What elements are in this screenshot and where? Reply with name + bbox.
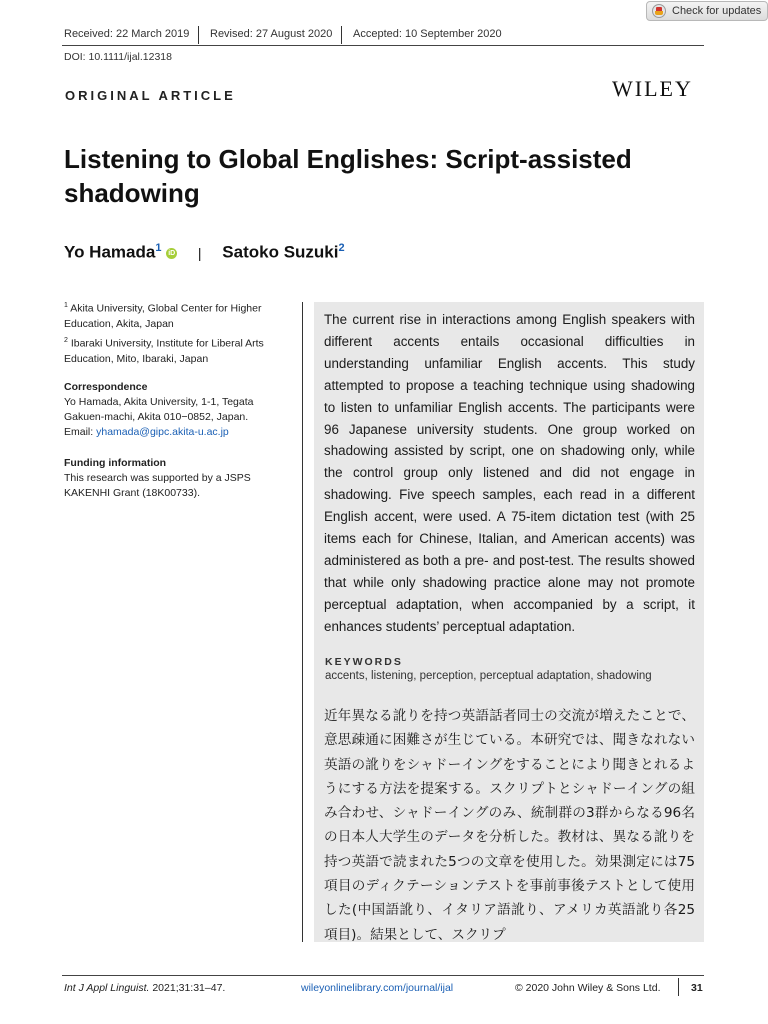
correspondence-block xyxy=(64,380,284,440)
correspondence-address: Yo Hamada, Akita University, 1-1, Tegata Gakuen-machi, Akita 010−0852, Japan. xyxy=(64,396,254,423)
footer-copyright: © 2020 John Wiley & Sons Ltd. xyxy=(515,982,661,994)
japanese-abstract: 近年異なる訛りを持つ英語話者同士の交流が増えたことで、意思疎通に困難さが生じている。本研究では、聞きなれない英語の訛りをシャドーイングをすることにより聞きとれるようにする方法を提案する。スクリプトとシャドーイングの組み合わせ、シャドーイングのみ、統制群の3群からなる96名の日本人大学生のデータを分析した。教材は、異なる訛りを持つ英語で読まれた5つの文章を使用した。効果測定には75項目のディクテーションテストを事前事後テストとして使用した(中国語訛り、イタリア語訛り、アメリカ英語訛り各25項目)。結果として、スクリプ xyxy=(324,708,695,943)
affiliation-2 xyxy=(64,333,284,367)
affiliation-1 xyxy=(64,298,284,332)
abstract-text: The current rise in interactions among English speakers with different accents entails occasional difficulties in understanding unfamiliar English accents. This study attempted to propose a teaching technique using shadowing to listen to unfamiliar English accents. The participants were 96 Japanese university students. One group worked on shadowing assisted by script, one on shadowing only, while the control group only listened and did not engage in shadowing. Five speech samples, each read in a different English accent, were used. A 75-item dictation test (with 25 items each for Chinese, Italian, and American accents) was administered as both a pre- and post-test. The results showed that while only shadowing practice alone may not promote perceptual adaptation, when accompanied by a script, it enhances students’ perceptual adaptation. xyxy=(324,312,695,634)
author-name[interactable]: Yo Hamada xyxy=(64,242,156,262)
author-affiliation-sup: 1 xyxy=(155,242,162,254)
author-name[interactable]: Satoko Suzuki xyxy=(222,242,339,262)
article-title: Listening to Global Englishes: Script-assisted shadowing xyxy=(64,144,632,208)
keywords-label: KEYWORDS xyxy=(325,656,403,668)
footer-rule xyxy=(62,975,704,976)
footer-separator xyxy=(678,978,679,996)
affiliation-sup: 2 xyxy=(64,337,68,344)
crossmark-icon xyxy=(652,4,666,18)
doi[interactable]: DOI: 10.1111/ijal.12318 xyxy=(64,51,172,63)
page-number: 31 xyxy=(691,982,703,994)
publisher-logo: WILEY xyxy=(612,76,693,101)
revised-date: Revised: 27 August 2020 xyxy=(210,28,333,40)
email-link[interactable]: yhamada@gipc.akita-u.ac.jp xyxy=(96,426,229,438)
header-separator xyxy=(198,26,199,44)
journal-citation: 2021;31:31–47. xyxy=(152,982,226,994)
header-rule xyxy=(62,45,704,46)
funding-label: Funding information xyxy=(64,457,167,469)
author-separator: | xyxy=(197,244,202,261)
orcid-icon[interactable]: iD xyxy=(168,249,176,257)
affiliation-sup: 1 xyxy=(64,302,68,309)
correspondence-label: Correspondence xyxy=(64,381,148,393)
funding-block xyxy=(64,456,284,501)
footer-citation xyxy=(64,982,225,994)
column-divider xyxy=(302,302,303,942)
author-list xyxy=(64,242,345,263)
journal-name: Int J Appl Linguist. xyxy=(64,982,150,994)
author-affiliation-sup: 2 xyxy=(338,242,345,254)
journal-url-link[interactable]: wileyonlinelibrary.com/journal/ijal xyxy=(301,982,454,994)
funding-text: This research was supported by a JSPS KAKENHI Grant (18K00733). xyxy=(64,472,251,499)
keywords-text: accents, listening, perception, perceptual adaptation, shadowing xyxy=(325,670,652,682)
footer-url xyxy=(301,982,453,994)
section-label: ORIGINAL ARTICLE xyxy=(65,88,236,103)
check-for-updates-button[interactable] xyxy=(646,1,768,21)
accepted-date: Accepted: 10 September 2020 xyxy=(353,28,502,40)
check-for-updates-label: Check for updates xyxy=(672,5,762,17)
affiliation-text: Ibaraki University, Institute for Liberal Arts Education, Mito, Ibaraki, Japan xyxy=(64,337,264,365)
email-label: Email: xyxy=(64,426,94,438)
header-separator xyxy=(341,26,342,44)
affiliation-text: Akita University, Global Center for Higher Education, Akita, Japan xyxy=(64,302,262,330)
received-date: Received: 22 March 2019 xyxy=(64,28,190,40)
